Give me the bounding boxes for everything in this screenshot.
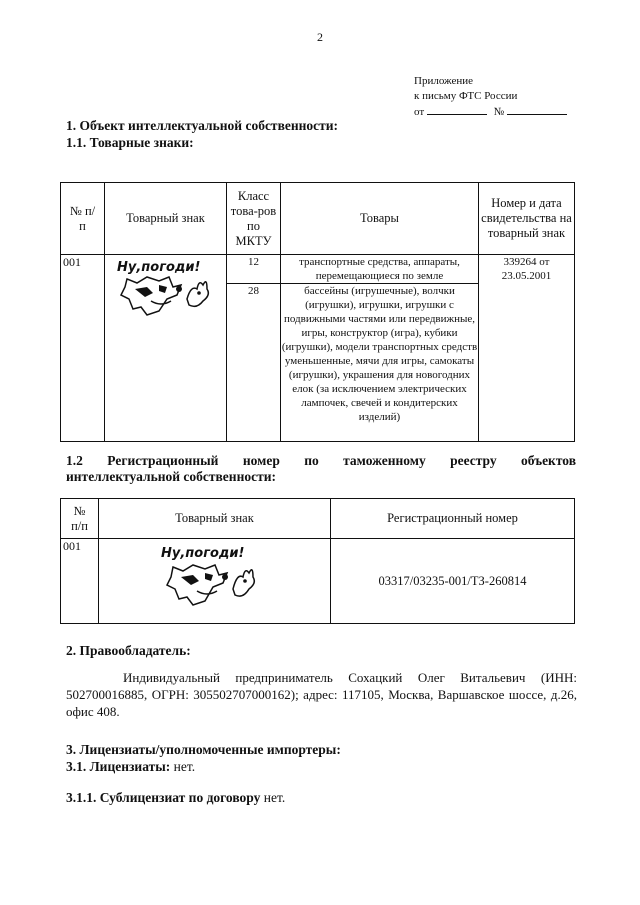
number-blank [507,104,567,115]
section12-title [66,453,576,485]
section12-line1 [66,453,576,469]
section2-title: 2. Правообладатель: [66,643,191,658]
registry-table [60,498,575,624]
goods-cell: бассейны (игрушечные), волчки (игрушки), игрушки, игрушки с подвижными частями или передвижные, игры, конструктор (игра), кубики (игрушки), модели транспортных средств уменьшенные, мячи для игры, самокаты (игрушки), украшения для новогодних елок (за исключением электрических лампочек, свечей и кондитерских изделий) [281,284,479,442]
section12-word: Регистрационный [107,453,219,468]
header-num: № п/п [61,499,99,539]
appendix-number-label: № [493,106,505,118]
appendix-date-label: от [414,106,425,118]
appendix-title: Приложение [414,75,474,87]
page-number: 2 [317,30,323,44]
table-row [61,539,575,624]
header-goods: Товары [281,183,479,255]
trademark-cell [105,255,227,442]
row-num: 001 [61,255,105,442]
section311-line [66,790,285,806]
logo-text: Ну,погоди! [116,260,200,275]
section12-word: объектов [521,453,576,468]
table2-header-row [61,499,575,539]
trademark-logo [107,255,225,325]
section31-line [66,758,341,775]
trademark-cell [99,539,331,624]
row-num: 001 [61,539,99,624]
trademarks-table [60,182,575,442]
class-cell: 28 [227,284,281,442]
section12-word: 1.2 [66,453,83,468]
section311-value: нет. [263,790,286,805]
appendix-letter: к письму ФТС России [414,90,518,102]
trademark-logo [99,539,331,619]
class-cell: 12 [227,255,281,284]
header-certificate: Номер и дата свидетельства на товарный знак [479,183,575,255]
holder-details: Индивидуальный предприниматель Сохацкий Олег Витальевич (ИНН: 502700016885, ОГРН: 305502707000162); адрес: 117105, Москва, Варшавское шоссе, д.26, офис 408. [66,670,577,719]
appendix-block [414,74,567,120]
section2-text [66,669,577,720]
reg-number-cell: 03317/03235-001/ТЗ-260814 [331,539,575,624]
header-class: Класс това-ров по МКТУ [227,183,281,255]
section1-subtitle: 1.1. Товарные знаки: [66,135,194,150]
section31-label: 3.1. Лицензиаты: [66,759,171,774]
table1-header-row [61,183,575,255]
logo-text: Ну,погоди! [161,546,245,561]
appendix-date-number [414,104,567,120]
section311-label: 3.1.1. Сублицензиат по договору [66,790,261,805]
section12-word: номер [242,453,280,468]
certificate-cell: 339264 от 23.05.2001 [479,255,575,442]
section31-value: нет. [173,759,196,774]
table-row [61,255,575,284]
section12-word: по [304,453,319,468]
header-reg-number: Регистрационный номер [331,499,575,539]
section3-block [66,741,341,775]
header-trademark: Товарный знак [105,183,227,255]
section3-title: 3. Лицензиаты/уполномоченные импортеры: [66,742,341,757]
header-num: № п/п [61,183,105,255]
section1-title: 1. Объект интеллектуальной собственности: [66,118,339,133]
section12-word: таможенному [343,453,426,468]
header-trademark: Товарный знак [99,499,331,539]
date-blank [427,104,487,115]
section12-word: реестру [450,453,497,468]
goods-cell: транспортные средства, аппараты, перемещающиеся по земле [281,255,479,284]
section12-line2: интеллектуальной собственности: [66,469,276,484]
